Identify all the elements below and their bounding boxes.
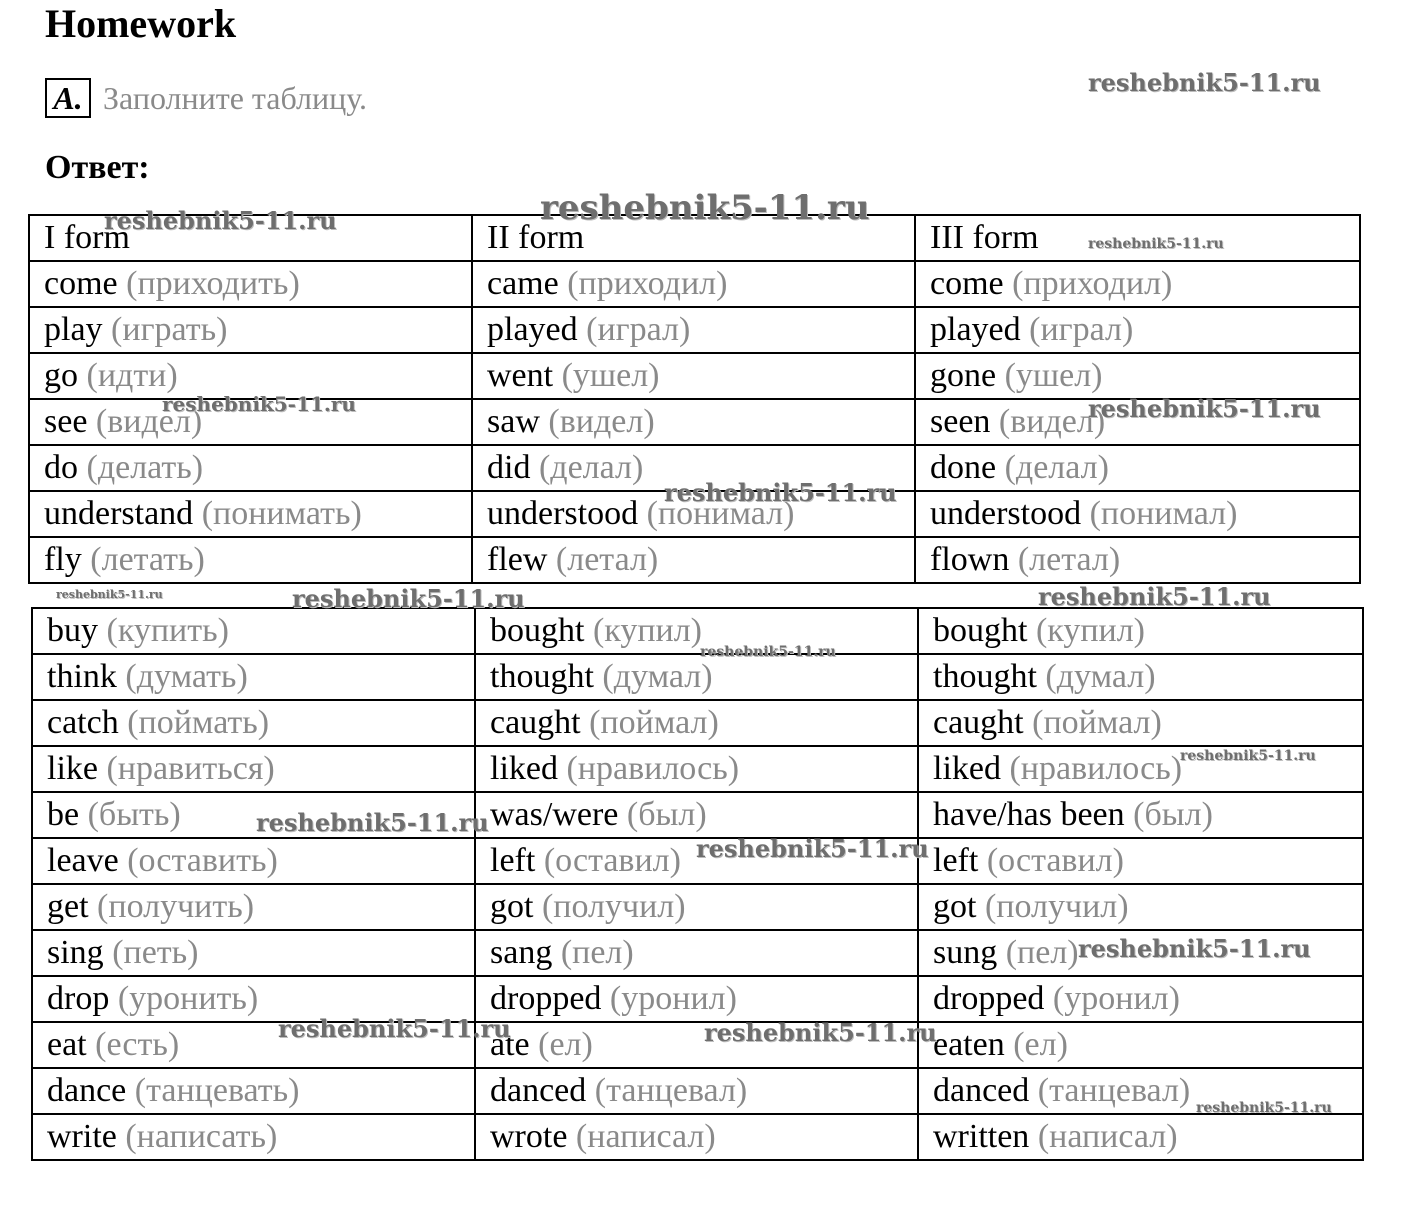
table-row xyxy=(32,792,1363,838)
verb-cell xyxy=(475,608,918,654)
verb-cell xyxy=(918,884,1363,930)
verb-cell xyxy=(915,537,1360,583)
verb-form: think xyxy=(47,658,117,695)
verb-translation: (поймал) xyxy=(1032,704,1162,741)
verb-cell xyxy=(32,746,475,792)
verb-cell xyxy=(918,838,1363,884)
verb-translation: (получил) xyxy=(541,888,686,925)
watermark: reshebnik5-11.ru xyxy=(1038,582,1271,611)
watermark: reshebnik5-11.ru xyxy=(704,1018,937,1047)
verb-cell xyxy=(915,261,1360,307)
watermark: reshebnik5-11.ru xyxy=(664,478,897,507)
verb-translation: (написал) xyxy=(575,1118,716,1155)
verb-cell xyxy=(29,537,472,583)
verb-translation: (ушел) xyxy=(561,357,660,394)
task-line xyxy=(45,76,367,120)
verb-form: have/has been xyxy=(933,796,1125,833)
verb-form: went xyxy=(487,357,554,394)
verb-cell xyxy=(475,746,918,792)
verb-translation: (есть) xyxy=(95,1026,180,1063)
verb-cell xyxy=(472,537,915,583)
verb-translation: (играл) xyxy=(1029,311,1134,348)
verb-translation: (оставить) xyxy=(127,842,278,879)
table-row xyxy=(29,307,1360,353)
verb-form: drop xyxy=(47,980,110,1017)
verb-cell xyxy=(475,976,918,1022)
table-row xyxy=(32,746,1363,792)
verb-cell xyxy=(915,353,1360,399)
verb-form: come xyxy=(930,265,1004,302)
verb-form: thought xyxy=(490,658,594,695)
verb-form: understand xyxy=(44,495,194,532)
verb-cell xyxy=(32,1068,475,1114)
verb-form: bought xyxy=(490,612,585,649)
verb-cell xyxy=(918,976,1363,1022)
verb-form: eat xyxy=(47,1026,87,1063)
verb-form: flown xyxy=(930,541,1010,578)
table-row xyxy=(32,1068,1363,1114)
verb-translation: (пел) xyxy=(1005,934,1079,971)
verb-cell xyxy=(918,608,1363,654)
verb-translation: (танцевать) xyxy=(134,1072,300,1109)
verb-form: go xyxy=(44,357,78,394)
verb-cell xyxy=(29,261,472,307)
verb-cell xyxy=(915,307,1360,353)
verb-form: be xyxy=(47,796,80,833)
verb-cell xyxy=(475,1068,918,1114)
verb-translation: (оставил) xyxy=(543,842,681,879)
verb-form: bought xyxy=(933,612,1028,649)
column-header: III form xyxy=(915,215,1360,261)
verb-cell xyxy=(32,930,475,976)
verb-translation: (летал) xyxy=(555,541,659,578)
verb-cell xyxy=(29,445,472,491)
verb-forms-table-2 xyxy=(31,607,1364,1161)
verb-form: caught xyxy=(933,704,1024,741)
verb-translation: (приходить) xyxy=(126,265,300,302)
table-row xyxy=(32,1114,1363,1160)
verb-form: ate xyxy=(490,1026,530,1063)
verb-cell xyxy=(475,1114,918,1160)
verb-translation: (нравиться) xyxy=(106,750,275,787)
watermark: reshebnik5-11.ru xyxy=(700,644,836,660)
verb-form: saw xyxy=(487,403,540,440)
watermark: reshebnik5-11.ru xyxy=(1088,394,1321,423)
watermark: reshebnik5-11.ru xyxy=(162,392,356,416)
verb-form: played xyxy=(487,311,578,348)
verb-translation: (думал) xyxy=(602,658,713,695)
verb-translation: (уронил) xyxy=(1052,980,1180,1017)
verb-cell xyxy=(918,700,1363,746)
verb-form: dance xyxy=(47,1072,127,1109)
verb-form: eaten xyxy=(933,1026,1005,1063)
verb-translation: (видел) xyxy=(548,403,655,440)
verb-cell xyxy=(472,353,915,399)
verb-translation: (петь) xyxy=(112,934,199,971)
column-header: II form xyxy=(472,215,915,261)
verb-translation: (оставил) xyxy=(986,842,1124,879)
table-row xyxy=(32,700,1363,746)
verb-cell xyxy=(918,1022,1363,1068)
watermark: reshebnik5-11.ru xyxy=(1180,748,1316,764)
verb-translation: (играл) xyxy=(586,311,691,348)
verb-form: came xyxy=(487,265,559,302)
verb-translation: (ел) xyxy=(1013,1026,1068,1063)
verb-cell xyxy=(918,654,1363,700)
verb-form: fly xyxy=(44,541,82,578)
verb-form: come xyxy=(44,265,118,302)
verb-translation: (играть) xyxy=(111,311,228,348)
verb-translation: (был) xyxy=(1133,796,1213,833)
verb-translation: (написать) xyxy=(125,1118,278,1155)
verb-form: liked xyxy=(490,750,558,787)
verb-translation: (видел) xyxy=(998,403,1106,440)
verb-translation: (танцевал) xyxy=(1037,1072,1191,1109)
verb-translation: (делал) xyxy=(1004,449,1109,486)
table-row xyxy=(32,654,1363,700)
verb-form: do xyxy=(44,449,78,486)
verb-form: write xyxy=(47,1118,117,1155)
verb-form: wrote xyxy=(490,1118,568,1155)
verb-translation: (получил) xyxy=(984,888,1129,925)
verb-translation: (уронить) xyxy=(117,980,259,1017)
verb-form: leave xyxy=(47,842,119,879)
verb-translation: (написал) xyxy=(1037,1118,1178,1155)
verb-translation: (видел) xyxy=(95,403,203,440)
verb-translation: (понимал) xyxy=(1089,495,1238,532)
verb-cell xyxy=(32,884,475,930)
watermark: reshebnik5-11.ru xyxy=(696,834,929,863)
verb-translation: (купил) xyxy=(1035,612,1145,649)
watermark: reshebnik5-11.ru xyxy=(256,808,489,837)
verb-form: play xyxy=(44,311,103,348)
verb-cell xyxy=(472,399,915,445)
verb-cell xyxy=(32,608,475,654)
watermark: reshebnik5-11.ru xyxy=(1196,1100,1332,1116)
verb-cell xyxy=(29,307,472,353)
verb-form: catch xyxy=(47,704,119,741)
column-header: I form xyxy=(29,215,472,261)
watermark: reshebnik5-11.ru xyxy=(1078,934,1311,963)
verb-form: thought xyxy=(933,658,1037,695)
verb-cell xyxy=(475,792,918,838)
verb-translation: (приходил) xyxy=(1012,265,1173,302)
watermark: reshebnik5-11.ru xyxy=(1088,68,1321,97)
verb-form: like xyxy=(47,750,98,787)
verb-form: sung xyxy=(933,934,998,971)
verb-translation: (нравилось) xyxy=(566,750,740,787)
verb-cell xyxy=(475,930,918,976)
verb-translation: (летал) xyxy=(1017,541,1121,578)
verb-form: left xyxy=(490,842,536,879)
verb-translation: (думал) xyxy=(1045,658,1156,695)
table-row xyxy=(32,884,1363,930)
table-row xyxy=(29,261,1360,307)
verb-form: see xyxy=(44,403,88,440)
verb-form: danced xyxy=(933,1072,1030,1109)
verb-cell xyxy=(918,792,1363,838)
verb-translation: (идти) xyxy=(86,357,178,394)
verb-cell xyxy=(472,307,915,353)
verb-form: did xyxy=(487,449,531,486)
verb-translation: (понимать) xyxy=(201,495,362,532)
verb-translation: (нравилось) xyxy=(1009,750,1183,787)
verb-form: caught xyxy=(490,704,581,741)
verb-cell xyxy=(915,445,1360,491)
verb-form: gone xyxy=(930,357,997,394)
page-title: Homework xyxy=(45,1,237,46)
verb-form: understood xyxy=(930,495,1082,532)
table-row xyxy=(32,608,1363,654)
verb-cell xyxy=(475,884,918,930)
verb-form: buy xyxy=(47,612,98,649)
verb-translation: (летать) xyxy=(90,541,205,578)
verb-translation: (приходил) xyxy=(567,265,728,302)
verb-form: got xyxy=(933,888,977,925)
verb-form: seen xyxy=(930,403,991,440)
watermark: reshebnik5-11.ru xyxy=(104,206,337,235)
watermark: reshebnik5-11.ru xyxy=(56,588,163,601)
verb-form: danced xyxy=(490,1072,587,1109)
verb-cell xyxy=(32,654,475,700)
table-row xyxy=(32,976,1363,1022)
verb-cell xyxy=(32,700,475,746)
verb-cell xyxy=(918,1114,1363,1160)
watermark: reshebnik5-11.ru xyxy=(278,1014,511,1043)
verb-cell xyxy=(472,261,915,307)
verb-translation: (поймал) xyxy=(589,704,719,741)
verb-form: get xyxy=(47,888,89,925)
verb-form: dropped xyxy=(490,980,602,1017)
verb-cell xyxy=(475,700,918,746)
verb-form: flew xyxy=(487,541,548,578)
verb-form: sang xyxy=(490,934,553,971)
verb-translation: (делал) xyxy=(538,449,644,486)
verb-translation: (пел) xyxy=(560,934,634,971)
verb-form: was/were xyxy=(490,796,619,833)
verb-translation: (купил) xyxy=(592,612,702,649)
verb-form: liked xyxy=(933,750,1001,787)
verb-form: understood xyxy=(487,495,639,532)
table-row xyxy=(32,1022,1363,1068)
verb-cell xyxy=(32,1114,475,1160)
watermark: reshebnik5-11.ru xyxy=(540,188,870,228)
verb-cell xyxy=(475,654,918,700)
verb-translation: (быть) xyxy=(87,796,181,833)
answer-label: Ответ: xyxy=(45,149,150,186)
verb-form: done xyxy=(930,449,997,486)
verb-translation: (ел) xyxy=(538,1026,593,1063)
verb-form: left xyxy=(933,842,979,879)
verb-cell xyxy=(29,491,472,537)
verb-translation: (поймать) xyxy=(127,704,270,741)
verb-form: got xyxy=(490,888,534,925)
verb-form: written xyxy=(933,1118,1030,1155)
verb-translation: (понимал) xyxy=(646,495,795,532)
watermark: reshebnik5-11.ru xyxy=(1088,236,1224,252)
verb-form: dropped xyxy=(933,980,1045,1017)
verb-translation: (был) xyxy=(626,796,707,833)
verb-translation: (купить) xyxy=(106,612,229,649)
verb-cell xyxy=(32,838,475,884)
verb-form: sing xyxy=(47,934,104,971)
verb-translation: (получить) xyxy=(97,888,255,925)
table-row xyxy=(29,537,1360,583)
verb-cell xyxy=(915,491,1360,537)
verb-form: played xyxy=(930,311,1021,348)
verb-translation: (танцевал) xyxy=(594,1072,748,1109)
verb-translation: (думать) xyxy=(125,658,248,695)
verb-translation: (ушел) xyxy=(1004,357,1103,394)
watermark: reshebnik5-11.ru xyxy=(292,584,525,613)
task-letter-box: A. xyxy=(45,78,91,118)
task-instruction: Заполните таблицу. xyxy=(103,79,367,116)
verb-translation: (уронил) xyxy=(609,980,737,1017)
verb-translation: (делать) xyxy=(86,449,204,486)
